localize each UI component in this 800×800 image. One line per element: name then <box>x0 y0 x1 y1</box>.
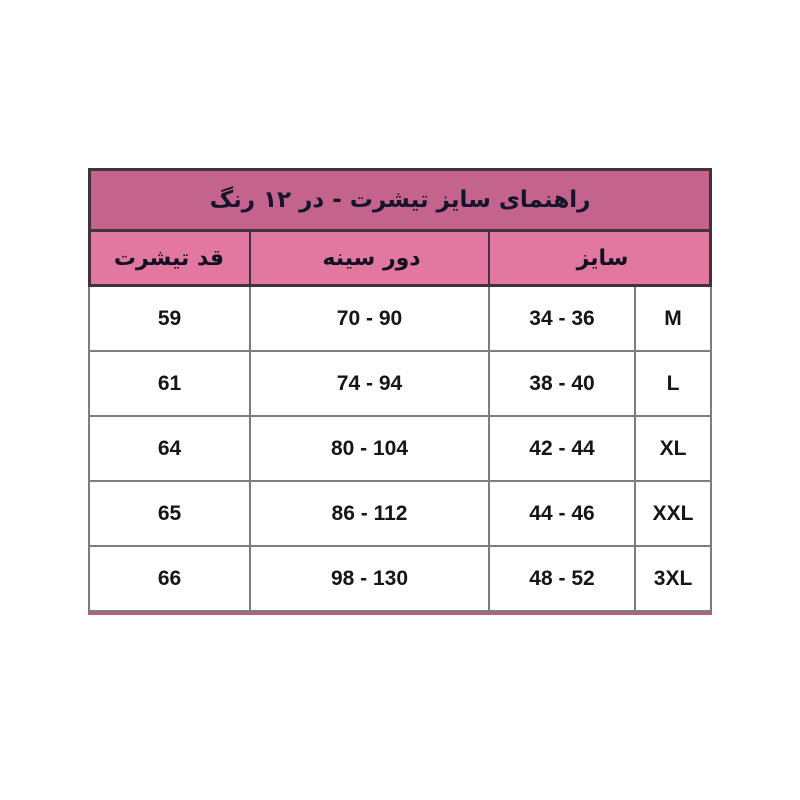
cell-shirt-length: 65 <box>88 482 251 547</box>
cell-chest: 98 - 130 <box>251 547 490 612</box>
cell-size-range: 44 - 46 <box>490 482 636 547</box>
cell-shirt-length: 66 <box>88 547 251 612</box>
cell-shirt-length: 59 <box>88 287 251 352</box>
cell-chest: 70 - 90 <box>251 287 490 352</box>
header-row <box>88 232 712 287</box>
size-chart <box>88 168 712 615</box>
cell-size-range: 38 - 40 <box>490 352 636 417</box>
table-row <box>88 287 712 352</box>
column-header-chest: دور سینه <box>251 232 490 287</box>
cell-shirt-length: 61 <box>88 352 251 417</box>
cell-size-label: 3XL <box>636 547 712 612</box>
table-row <box>88 417 712 482</box>
cell-size-label: L <box>636 352 712 417</box>
table-row <box>88 547 712 612</box>
cell-shirt-length: 64 <box>88 417 251 482</box>
title-row <box>88 168 712 232</box>
size-chart-table <box>88 168 712 612</box>
table-row <box>88 352 712 417</box>
cell-size-range: 42 - 44 <box>490 417 636 482</box>
cell-chest: 80 - 104 <box>251 417 490 482</box>
cell-size-label: XL <box>636 417 712 482</box>
cell-size-range: 34 - 36 <box>490 287 636 352</box>
cell-size-range: 48 - 52 <box>490 547 636 612</box>
table-title: راهنمای سایز تیشرت - در ۱۲ رنگ <box>88 168 712 232</box>
cell-chest: 86 - 112 <box>251 482 490 547</box>
cell-chest: 74 - 94 <box>251 352 490 417</box>
table-row <box>88 482 712 547</box>
column-header-shirt-length: قد تیشرت <box>88 232 251 287</box>
cell-size-label: XXL <box>636 482 712 547</box>
column-header-size: سایز <box>490 232 712 287</box>
cell-size-label: M <box>636 287 712 352</box>
